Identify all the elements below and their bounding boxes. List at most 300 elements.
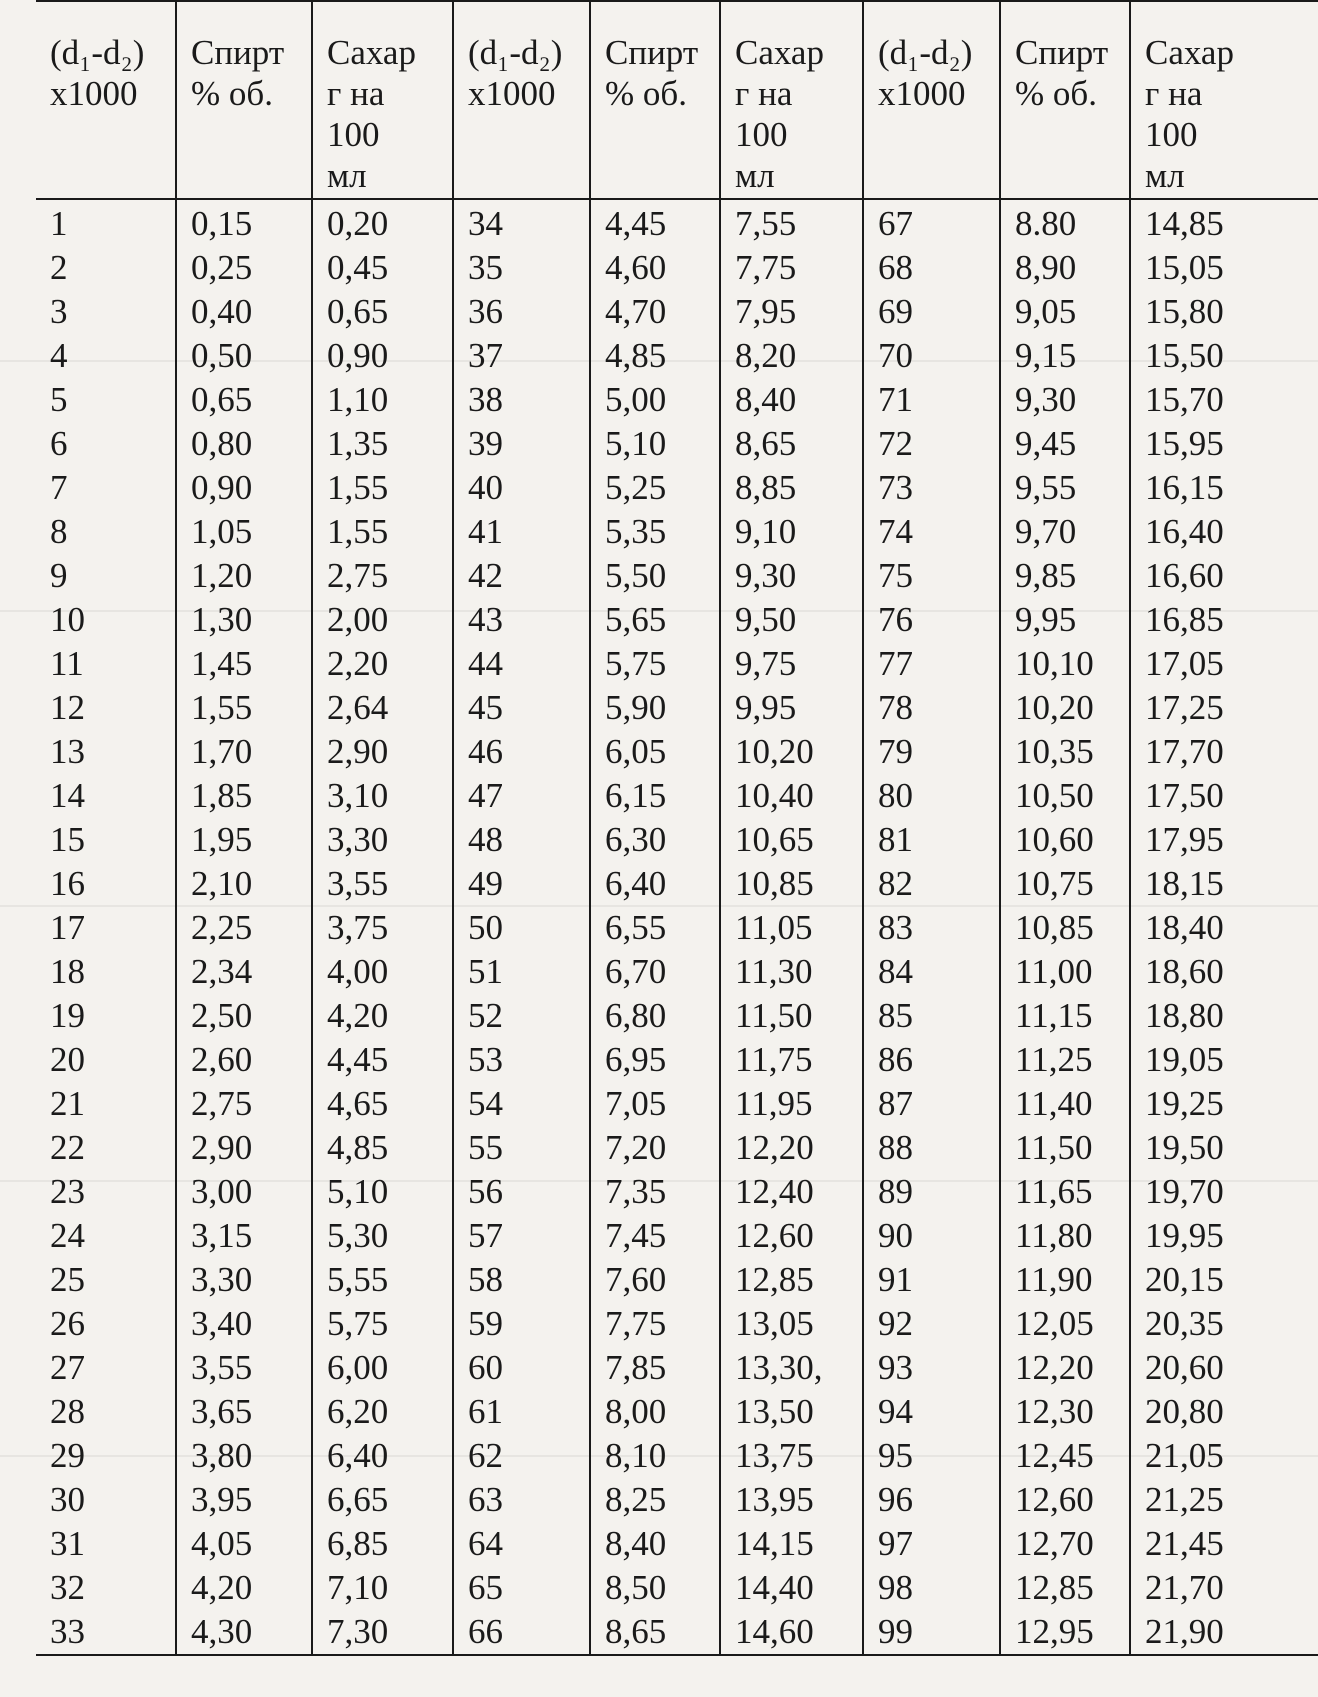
cell-diff: 8 bbox=[50, 512, 68, 551]
cell-alcohol: 9,05 bbox=[1000, 290, 1130, 334]
cell-diff: 59 bbox=[453, 1302, 590, 1346]
cell-diff: 9 bbox=[50, 556, 68, 595]
cell-sugar: 11,95 bbox=[720, 1082, 863, 1126]
cell-diff: 64 bbox=[453, 1522, 590, 1566]
header-line: (d₁-d₂) bbox=[50, 33, 145, 72]
table-row bbox=[36, 774, 1318, 818]
header-line: мл bbox=[735, 156, 775, 195]
cell-sugar: 13,30, bbox=[720, 1346, 863, 1390]
cell-sugar: 10,85 bbox=[720, 862, 863, 906]
cell-diff: 72 bbox=[863, 422, 1000, 466]
header-line: Спирт bbox=[191, 33, 285, 72]
cell-sugar: 19,50 bbox=[1130, 1126, 1318, 1170]
cell-sugar: 20,80 bbox=[1130, 1390, 1318, 1434]
cell-diff: 5 bbox=[50, 380, 68, 419]
cell-sugar: 15,70 bbox=[1130, 378, 1318, 422]
header-line: Сахар bbox=[327, 33, 416, 72]
cell-alcohol: 8,90 bbox=[1000, 246, 1130, 290]
cell-alcohol: 11,80 bbox=[1000, 1214, 1130, 1258]
cell-sugar: 1,55 bbox=[312, 510, 453, 554]
cell-diff: 57 bbox=[453, 1214, 590, 1258]
cell-alcohol: 1,05 bbox=[176, 510, 312, 554]
cell-sugar: 5,10 bbox=[312, 1170, 453, 1214]
cell-diff: 68 bbox=[863, 246, 1000, 290]
cell-alcohol: 2,75 bbox=[176, 1082, 312, 1126]
cell-alcohol: 0,65 bbox=[176, 378, 312, 422]
cell-diff: 2 bbox=[50, 248, 68, 287]
cell-diff: 85 bbox=[863, 994, 1000, 1038]
cell-sugar: 21,05 bbox=[1130, 1434, 1318, 1478]
cell-sugar: 19,05 bbox=[1130, 1038, 1318, 1082]
cell-alcohol: 10,20 bbox=[1000, 686, 1130, 730]
header-row bbox=[36, 1, 1318, 199]
cell-diff: 6 bbox=[50, 424, 68, 463]
cell-diff: 79 bbox=[863, 730, 1000, 774]
cell-sugar: 3,30 bbox=[312, 818, 453, 862]
cell-sugar: 19,25 bbox=[1130, 1082, 1318, 1126]
header-line: г на bbox=[735, 74, 793, 113]
cell-diff: 20 bbox=[50, 1040, 85, 1079]
cell-alcohol: 3,40 bbox=[176, 1302, 312, 1346]
table-row bbox=[36, 906, 1318, 950]
cell-alcohol: 8,10 bbox=[590, 1434, 720, 1478]
cell-alcohol: 0,15 bbox=[176, 199, 312, 246]
cell-alcohol: 2,50 bbox=[176, 994, 312, 1038]
cell-alcohol: 9,95 bbox=[1000, 598, 1130, 642]
table-row bbox=[36, 730, 1318, 774]
cell-diff: 33 bbox=[36, 1610, 176, 1655]
cell-sugar: 4,00 bbox=[312, 950, 453, 994]
cell-alcohol: 0,50 bbox=[176, 334, 312, 378]
cell-alcohol: 9,15 bbox=[1000, 334, 1130, 378]
cell-sugar: 17,50 bbox=[1130, 774, 1318, 818]
cell-diff: 32 bbox=[50, 1568, 85, 1607]
header-line: 100 bbox=[735, 115, 788, 154]
header-line: x1000 bbox=[50, 74, 138, 113]
cell-alcohol: 2,34 bbox=[176, 950, 312, 994]
cell-alcohol: 1,20 bbox=[176, 554, 312, 598]
cell-sugar: 11,50 bbox=[720, 994, 863, 1038]
header-diff bbox=[863, 1, 1000, 199]
table-row bbox=[36, 1038, 1318, 1082]
cell-sugar: 14,85 bbox=[1130, 199, 1318, 246]
cell-diff: 3 bbox=[50, 292, 68, 331]
cell-diff: 77 bbox=[863, 642, 1000, 686]
table-row bbox=[36, 1082, 1318, 1126]
cell-alcohol: 1,95 bbox=[176, 818, 312, 862]
cell-sugar: 15,80 bbox=[1130, 290, 1318, 334]
table-row bbox=[36, 950, 1318, 994]
cell-alcohol: 12,70 bbox=[1000, 1522, 1130, 1566]
cell-alcohol: 3,30 bbox=[176, 1258, 312, 1302]
cell-diff: 34 bbox=[453, 199, 590, 246]
cell-sugar: 3,55 bbox=[312, 862, 453, 906]
table-row bbox=[36, 598, 1318, 642]
cell-sugar: 13,95 bbox=[720, 1478, 863, 1522]
header-line: % об. bbox=[1015, 74, 1097, 113]
table-row bbox=[36, 1258, 1318, 1302]
cell-alcohol: 5,00 bbox=[590, 378, 720, 422]
cell-sugar: 9,10 bbox=[720, 510, 863, 554]
table-row bbox=[36, 554, 1318, 598]
cell-alcohol: 8,65 bbox=[590, 1610, 720, 1655]
cell-sugar: 8,65 bbox=[720, 422, 863, 466]
cell-diff: 54 bbox=[453, 1082, 590, 1126]
cell-alcohol: 12,95 bbox=[1000, 1610, 1130, 1655]
cell-alcohol: 2,60 bbox=[176, 1038, 312, 1082]
cell-sugar: 7,75 bbox=[720, 246, 863, 290]
cell-sugar: 8,20 bbox=[720, 334, 863, 378]
header-line: Спирт bbox=[1015, 33, 1109, 72]
table-row bbox=[36, 1346, 1318, 1390]
cell-diff: 25 bbox=[50, 1260, 85, 1299]
cell-diff: 27 bbox=[50, 1348, 85, 1387]
table-row bbox=[36, 1566, 1318, 1610]
table-row bbox=[36, 862, 1318, 906]
cell-sugar: 4,85 bbox=[312, 1126, 453, 1170]
cell-sugar: 10,20 bbox=[720, 730, 863, 774]
header-alcohol bbox=[1000, 1, 1130, 199]
header-line: г на bbox=[327, 74, 385, 113]
cell-diff: 19 bbox=[50, 996, 85, 1035]
cell-diff: 43 bbox=[453, 598, 590, 642]
cell-sugar: 2,90 bbox=[312, 730, 453, 774]
cell-alcohol: 7,85 bbox=[590, 1346, 720, 1390]
cell-alcohol: 7,60 bbox=[590, 1258, 720, 1302]
cell-sugar: 4,65 bbox=[312, 1082, 453, 1126]
cell-diff: 47 bbox=[453, 774, 590, 818]
cell-sugar: 18,15 bbox=[1130, 862, 1318, 906]
cell-alcohol: 3,00 bbox=[176, 1170, 312, 1214]
cell-diff: 71 bbox=[863, 378, 1000, 422]
cell-sugar: 9,75 bbox=[720, 642, 863, 686]
cell-diff: 91 bbox=[863, 1258, 1000, 1302]
cell-sugar: 17,70 bbox=[1130, 730, 1318, 774]
cell-alcohol: 3,95 bbox=[176, 1478, 312, 1522]
header-line: 100 bbox=[1145, 115, 1198, 154]
header-line: Спирт bbox=[605, 33, 699, 72]
table-row bbox=[36, 1302, 1318, 1346]
header-line: % об. bbox=[605, 74, 687, 113]
cell-alcohol: 7,45 bbox=[590, 1214, 720, 1258]
header-sugar bbox=[312, 1, 453, 199]
cell-alcohol: 10,85 bbox=[1000, 906, 1130, 950]
cell-sugar: 16,85 bbox=[1130, 598, 1318, 642]
cell-diff: 51 bbox=[453, 950, 590, 994]
cell-sugar: 14,15 bbox=[720, 1522, 863, 1566]
cell-sugar: 20,15 bbox=[1130, 1258, 1318, 1302]
cell-sugar: 18,40 bbox=[1130, 906, 1318, 950]
cell-diff: 87 bbox=[863, 1082, 1000, 1126]
cell-alcohol: 9,30 bbox=[1000, 378, 1130, 422]
cell-diff: 31 bbox=[50, 1524, 85, 1563]
cell-diff: 23 bbox=[50, 1172, 85, 1211]
cell-alcohol: 7,20 bbox=[590, 1126, 720, 1170]
cell-diff: 96 bbox=[863, 1478, 1000, 1522]
cell-alcohol: 12,30 bbox=[1000, 1390, 1130, 1434]
cell-alcohol: 9,85 bbox=[1000, 554, 1130, 598]
cell-sugar: 2,00 bbox=[312, 598, 453, 642]
cell-alcohol: 8,25 bbox=[590, 1478, 720, 1522]
cell-diff: 97 bbox=[863, 1522, 1000, 1566]
cell-sugar: 19,70 bbox=[1130, 1170, 1318, 1214]
header-line: (d₁-d₂) bbox=[468, 33, 563, 72]
cell-diff: 74 bbox=[863, 510, 1000, 554]
header-line: x1000 bbox=[468, 74, 556, 113]
cell-sugar: 7,55 bbox=[720, 199, 863, 246]
cell-alcohol: 0,90 bbox=[176, 466, 312, 510]
cell-alcohol: 1,85 bbox=[176, 774, 312, 818]
cell-alcohol: 11,50 bbox=[1000, 1126, 1130, 1170]
table-row bbox=[36, 994, 1318, 1038]
cell-alcohol: 4,20 bbox=[176, 1566, 312, 1610]
cell-sugar: 18,80 bbox=[1130, 994, 1318, 1038]
cell-diff: 17 bbox=[50, 908, 85, 947]
cell-sugar: 18,60 bbox=[1130, 950, 1318, 994]
cell-alcohol: 5,25 bbox=[590, 466, 720, 510]
cell-diff: 82 bbox=[863, 862, 1000, 906]
header-line: Сахар bbox=[1145, 33, 1234, 72]
cell-alcohol: 12,20 bbox=[1000, 1346, 1130, 1390]
cell-sugar: 9,30 bbox=[720, 554, 863, 598]
header-line: % об. bbox=[191, 74, 273, 113]
cell-alcohol: 4,60 bbox=[590, 246, 720, 290]
cell-diff: 83 bbox=[863, 906, 1000, 950]
cell-diff: 93 bbox=[863, 1346, 1000, 1390]
cell-alcohol: 3,80 bbox=[176, 1434, 312, 1478]
cell-diff: 99 bbox=[863, 1610, 1000, 1655]
cell-sugar: 21,90 bbox=[1130, 1610, 1318, 1655]
cell-sugar: 1,35 bbox=[312, 422, 453, 466]
cell-diff: 94 bbox=[863, 1390, 1000, 1434]
cell-alcohol: 9,70 bbox=[1000, 510, 1130, 554]
cell-sugar: 6,40 bbox=[312, 1434, 453, 1478]
header-alcohol bbox=[590, 1, 720, 199]
cell-alcohol: 8,50 bbox=[590, 1566, 720, 1610]
cell-sugar: 12,40 bbox=[720, 1170, 863, 1214]
cell-diff: 95 bbox=[863, 1434, 1000, 1478]
cell-sugar: 16,60 bbox=[1130, 554, 1318, 598]
cell-diff: 76 bbox=[863, 598, 1000, 642]
cell-sugar: 0,20 bbox=[312, 199, 453, 246]
cell-sugar: 14,40 bbox=[720, 1566, 863, 1610]
table-row bbox=[36, 1610, 1318, 1655]
cell-sugar: 1,55 bbox=[312, 466, 453, 510]
cell-diff: 4 bbox=[50, 336, 68, 375]
cell-sugar: 17,95 bbox=[1130, 818, 1318, 862]
cell-sugar: 0,65 bbox=[312, 290, 453, 334]
cell-sugar: 21,45 bbox=[1130, 1522, 1318, 1566]
cell-alcohol: 3,15 bbox=[176, 1214, 312, 1258]
table-row bbox=[36, 422, 1318, 466]
cell-alcohol: 12,05 bbox=[1000, 1302, 1130, 1346]
cell-diff: 11 bbox=[50, 644, 84, 683]
cell-alcohol: 0,25 bbox=[176, 246, 312, 290]
cell-diff: 56 bbox=[453, 1170, 590, 1214]
cell-diff: 16 bbox=[50, 864, 85, 903]
cell-alcohol: 6,40 bbox=[590, 862, 720, 906]
cell-alcohol: 4,30 bbox=[176, 1610, 312, 1655]
cell-alcohol: 5,35 bbox=[590, 510, 720, 554]
cell-alcohol: 2,10 bbox=[176, 862, 312, 906]
cell-diff: 7 bbox=[50, 468, 68, 507]
header-line: мл bbox=[1145, 156, 1185, 195]
cell-alcohol: 7,05 bbox=[590, 1082, 720, 1126]
cell-alcohol: 3,65 bbox=[176, 1390, 312, 1434]
cell-alcohol: 1,70 bbox=[176, 730, 312, 774]
header-line: г на bbox=[1145, 74, 1203, 113]
cell-alcohol: 8.80 bbox=[1000, 199, 1130, 246]
cell-sugar: 20,35 bbox=[1130, 1302, 1318, 1346]
table-row bbox=[36, 818, 1318, 862]
table-body bbox=[36, 1, 1318, 1655]
cell-alcohol: 8,00 bbox=[590, 1390, 720, 1434]
cell-diff: 73 bbox=[863, 466, 1000, 510]
cell-sugar: 12,85 bbox=[720, 1258, 863, 1302]
cell-alcohol: 6,05 bbox=[590, 730, 720, 774]
cell-sugar: 21,25 bbox=[1130, 1478, 1318, 1522]
table-row bbox=[36, 378, 1318, 422]
alcohol-sugar-table bbox=[36, 0, 1318, 1656]
cell-diff: 37 bbox=[453, 334, 590, 378]
cell-sugar: 12,60 bbox=[720, 1214, 863, 1258]
cell-sugar: 12,20 bbox=[720, 1126, 863, 1170]
cell-alcohol: 1,30 bbox=[176, 598, 312, 642]
cell-diff: 10 bbox=[50, 600, 85, 639]
header-sugar bbox=[1130, 1, 1318, 199]
header-line: x1000 bbox=[878, 74, 966, 113]
table-row bbox=[36, 1170, 1318, 1214]
cell-sugar: 16,40 bbox=[1130, 510, 1318, 554]
cell-sugar: 16,15 bbox=[1130, 466, 1318, 510]
header-diff bbox=[36, 1, 176, 199]
cell-alcohol: 6,55 bbox=[590, 906, 720, 950]
cell-alcohol: 2,90 bbox=[176, 1126, 312, 1170]
cell-alcohol: 10,35 bbox=[1000, 730, 1130, 774]
cell-diff: 12 bbox=[50, 688, 85, 727]
cell-alcohol: 10,10 bbox=[1000, 642, 1130, 686]
cell-diff: 44 bbox=[453, 642, 590, 686]
cell-diff: 63 bbox=[453, 1478, 590, 1522]
cell-diff: 41 bbox=[453, 510, 590, 554]
cell-diff: 42 bbox=[453, 554, 590, 598]
cell-alcohol: 5,75 bbox=[590, 642, 720, 686]
cell-diff: 15 bbox=[50, 820, 85, 859]
cell-sugar: 21,70 bbox=[1130, 1566, 1318, 1610]
cell-diff: 49 bbox=[453, 862, 590, 906]
cell-diff: 53 bbox=[453, 1038, 590, 1082]
table-row bbox=[36, 199, 1318, 246]
header-alcohol bbox=[176, 1, 312, 199]
cell-sugar: 10,65 bbox=[720, 818, 863, 862]
cell-alcohol: 11,40 bbox=[1000, 1082, 1130, 1126]
cell-diff: 55 bbox=[453, 1126, 590, 1170]
cell-sugar: 0,90 bbox=[312, 334, 453, 378]
cell-diff: 29 bbox=[50, 1436, 85, 1475]
cell-alcohol: 11,90 bbox=[1000, 1258, 1130, 1302]
cell-diff: 13 bbox=[50, 732, 85, 771]
cell-sugar: 13,75 bbox=[720, 1434, 863, 1478]
cell-alcohol: 0,80 bbox=[176, 422, 312, 466]
cell-alcohol: 10,50 bbox=[1000, 774, 1130, 818]
cell-diff: 92 bbox=[863, 1302, 1000, 1346]
cell-diff: 50 bbox=[453, 906, 590, 950]
cell-diff: 26 bbox=[50, 1304, 85, 1343]
cell-alcohol: 12,60 bbox=[1000, 1478, 1130, 1522]
cell-alcohol: 10,60 bbox=[1000, 818, 1130, 862]
cell-diff: 62 bbox=[453, 1434, 590, 1478]
table-row bbox=[36, 510, 1318, 554]
cell-sugar: 11,05 bbox=[720, 906, 863, 950]
cell-sugar: 11,75 bbox=[720, 1038, 863, 1082]
cell-alcohol: 11,65 bbox=[1000, 1170, 1130, 1214]
table-row bbox=[36, 334, 1318, 378]
cell-diff: 88 bbox=[863, 1126, 1000, 1170]
cell-alcohol: 5,10 bbox=[590, 422, 720, 466]
cell-diff: 65 bbox=[453, 1566, 590, 1610]
cell-diff: 52 bbox=[453, 994, 590, 1038]
cell-alcohol: 6,30 bbox=[590, 818, 720, 862]
table-row bbox=[36, 246, 1318, 290]
cell-alcohol: 5,65 bbox=[590, 598, 720, 642]
cell-diff: 67 bbox=[863, 199, 1000, 246]
cell-sugar: 13,50 bbox=[720, 1390, 863, 1434]
table-row bbox=[36, 686, 1318, 730]
cell-sugar: 3,10 bbox=[312, 774, 453, 818]
header-diff bbox=[453, 1, 590, 199]
header-line: 100 bbox=[327, 115, 380, 154]
table-row bbox=[36, 290, 1318, 334]
cell-diff: 75 bbox=[863, 554, 1000, 598]
cell-sugar: 4,45 bbox=[312, 1038, 453, 1082]
cell-alcohol: 11,00 bbox=[1000, 950, 1130, 994]
cell-sugar: 8,85 bbox=[720, 466, 863, 510]
cell-alcohol: 12,45 bbox=[1000, 1434, 1130, 1478]
cell-diff: 14 bbox=[50, 776, 85, 815]
cell-diff: 36 bbox=[453, 290, 590, 334]
cell-diff: 18 bbox=[50, 952, 85, 991]
table-row bbox=[36, 1478, 1318, 1522]
cell-alcohol: 11,15 bbox=[1000, 994, 1130, 1038]
header-line: (d₁-d₂) bbox=[878, 33, 973, 72]
cell-alcohol: 6,80 bbox=[590, 994, 720, 1038]
table-row bbox=[36, 1390, 1318, 1434]
cell-alcohol: 5,50 bbox=[590, 554, 720, 598]
cell-diff: 28 bbox=[50, 1392, 85, 1431]
cell-alcohol: 3,55 bbox=[176, 1346, 312, 1390]
cell-sugar: 15,50 bbox=[1130, 334, 1318, 378]
cell-alcohol: 4,85 bbox=[590, 334, 720, 378]
cell-diff: 89 bbox=[863, 1170, 1000, 1214]
cell-sugar: 5,75 bbox=[312, 1302, 453, 1346]
cell-sugar: 6,00 bbox=[312, 1346, 453, 1390]
cell-diff: 70 bbox=[863, 334, 1000, 378]
cell-alcohol: 8,40 bbox=[590, 1522, 720, 1566]
cell-sugar: 6,20 bbox=[312, 1390, 453, 1434]
cell-sugar: 14,60 bbox=[720, 1610, 863, 1655]
cell-sugar: 2,20 bbox=[312, 642, 453, 686]
cell-alcohol: 6,70 bbox=[590, 950, 720, 994]
cell-alcohol: 4,45 bbox=[590, 199, 720, 246]
cell-diff: 39 bbox=[453, 422, 590, 466]
cell-sugar: 7,95 bbox=[720, 290, 863, 334]
cell-diff: 30 bbox=[50, 1480, 85, 1519]
cell-sugar: 6,85 bbox=[312, 1522, 453, 1566]
cell-sugar: 2,75 bbox=[312, 554, 453, 598]
cell-diff: 45 bbox=[453, 686, 590, 730]
cell-diff: 38 bbox=[453, 378, 590, 422]
cell-sugar: 1,10 bbox=[312, 378, 453, 422]
